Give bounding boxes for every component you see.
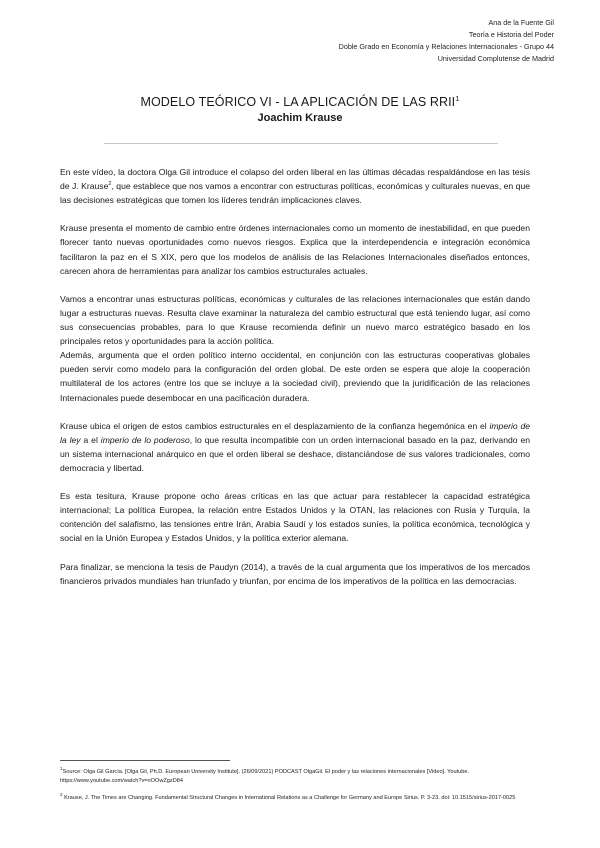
footnote-1-number: 1 [60,766,63,771]
paragraph-6: Es esta tesitura, Krause propone ocho áreas críticas en las que actuar para restablecer la capacidad estratégica internacional; La política Europea, la relación entre Estados Unidos y la OTAN, las relaciones con Rusia y Turquía, la contención del salafismo, las tensiones entre Irán, Arabia Saudí y los estados suníes, la política económica, tecnológica y social en la Unión Europea y Estados Unidos, y la política exterior alemana. [60,491,530,544]
paragraph-2: Krause presenta el momento de cambio entre órdenes internacionales como un momento de inestabilidad, en que pueden florecer tanto nuevas oportunidades como nuevos riesgos. Explica que la interdependencia e integración económica facilitaron la paz en el S XIX, pero que los modelos de análisis de las Relaciones Internacionales diseñados entonces, carecen ahora de herramientas para analizar los cambios estructurales actuales. [60,223,530,276]
footnote-2 [60,790,530,803]
header-course: Teoría e Historia del Poder [468,30,554,39]
paragraph-3: Vamos a encontrar unas estructuras políticas, económicas y culturales de las relaciones internacionales que están dando lugar a estructuras nuevas. Resulta clave examinar la naturaleza del cambio estructural que está teniendo lugar, así como sus consecuencias probables, para lo que Krause recomienda definir un nuevo marco estratégico basado en los principales retos y oportunidades para la acción política. [60,293,530,347]
paragraph-5-text-c: , lo que resulta incompatible con un orden internacional basado en la paz, derivando en un sistema internacional anárquico en que el orden liberal se deshace, distanciándose de sus valores tradicionales, como democracia y libertad. [60,434,531,473]
footnotes [60,764,530,806]
paragraph-5-text-b: a el [80,434,101,445]
document-header [339,17,554,65]
footnote-2-text: Krause, J. The Times are Changing. Fundamental Structural Changes in International Relations as a Challenge for Germany and Europe Sirius. P. 3-23. doi: 10.1515/sirius-2017-0025 [64,794,516,801]
document-body [60,165,530,602]
header-degree: Doble Grado en Economía y Relaciones Internacionales - Grupo 44 [338,42,554,51]
footnote-2-number: 2 [60,791,63,797]
footnote-divider [60,760,230,761]
footnote-1-text: Source: Olga Gil García. [Olga Gil, Ph.D. European University Institute]. (26/09/2021) PODCAST OlgaGil. El poder y las relaciones internacionales [Video]. Youtube. https://www.youtube.com/watch?v=nOOwZgzD84 [60,768,469,785]
footnote-ref-2: 2 [108,181,112,188]
title-divider [104,143,498,144]
footnote-ref-1: 1 [455,94,460,103]
italic-imperio-ley: imperio de la ley [60,420,531,445]
document-subtitle-author: Joachim Krause [257,112,343,124]
paragraph-1-text-a: En este vídeo, la doctora Olga Gil introduce el colapso del orden liberal en las últimas décadas respaldándose en las tesis de J. Krause [60,167,530,192]
paragraph-4: Además, argumenta que el orden político interno occidental, en conjunción con las estructuras cooperativas globales pueden servir como modelo para la configuración del orden global. De este orden se espera que aloje la cooperación multilateral de los actores (entre los que se incluye a la sociedad civil), previendo que la juridificación de las relaciones Internacionales puede desembocar en una pacificación duradera. [60,350,530,403]
document-title [0,94,600,109]
paragraph-5 [60,419,530,475]
paragraph-1-text-b: , que establece que nos vamos a encontrar con estructuras políticas, económicas y culturales nuevas, en que las decisiones estratégicas que tomen los líderes tendrán implicaciones claves. [60,181,531,206]
title-text: MODELO TEÓRICO VI - LA APLICACIÓN DE LAS RRII [140,95,456,110]
footnote-1 [60,764,530,787]
paragraph-7: Para finalizar, se menciona la tesis de Paudyn (2014), a través de la cual argumenta que los imperativos de los mercados financieros privados mundiales han triunfado y triunfan, por encima de los imperativos de la política en las democracias. [60,561,530,586]
paragraph-5-text-a: Krause ubica el origen de estos cambios estructurales en el desplazamiento de la confianza hegemónica en el [60,420,490,431]
header-university: Universidad Complutense de Madrid [437,54,554,63]
italic-imperio-poderoso: imperio de lo poderoso [100,434,190,445]
paragraph-1 [60,165,530,207]
header-author: Ana de la Fuente Gil [488,18,554,27]
